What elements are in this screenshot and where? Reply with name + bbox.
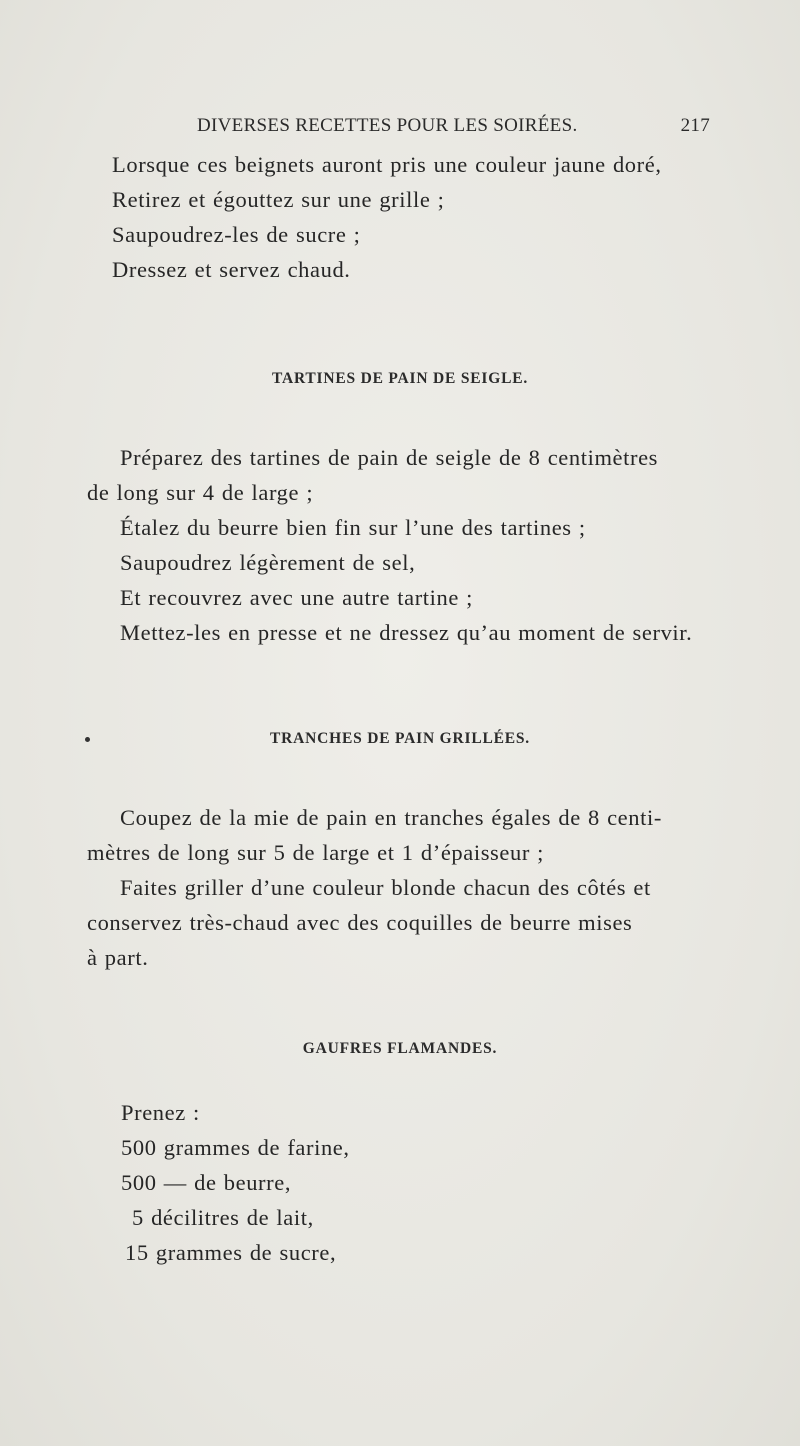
text-line: à part. [87,945,149,970]
text-line: Mettez-les en presse et ne dressez qu’au moment de servir. [120,620,693,645]
text-line: Saupoudrez légèrement de sel, [120,550,416,575]
text-line: conservez très-chaud avec des coquilles de beurre mises [87,910,633,935]
text-line: Préparez des tartines de pain de seigle de 8 centimètres [120,445,659,470]
section-heading: TRANCHES DE PAIN GRILLÉES. [270,730,530,747]
text-line: Retirez et égouttez sur une grille ; [112,187,445,212]
text-line: Faites griller d’une couleur blonde chacun des côtés et [120,875,651,900]
text-line: Saupoudrez-les de sucre ; [112,222,361,247]
section-heading: GAUFRES FLAMANDES. [302,1040,498,1057]
ingredient-line: 15 grammes de sucre, [125,1240,337,1265]
page-number: 217 [680,115,710,136]
ingredient-line: 5 décilitres de lait, [132,1205,314,1230]
ingredient-line: 500 — de beurre, [121,1170,292,1195]
ingredient-line: 500 grammes de farine, [121,1135,350,1160]
text-line: de long sur 4 de large ; [87,480,314,505]
text-line: Coupez de la mie de pain en tranches égales de 8 centi- [120,805,662,830]
running-head-title: DIVERSES RECETTES POUR LES SOIRÉES. [197,115,578,136]
text-line: Lorsque ces beignets auront pris une couleur jaune doré, [112,152,662,177]
text-line: Étalez du beurre bien fin sur l’une des tartines ; [120,515,586,540]
text-line: Et recouvrez avec une autre tartine ; [120,585,474,610]
text-line: Dressez et servez chaud. [112,257,351,282]
running-head [197,115,710,139]
text-line: mètres de long sur 5 de large et 1 d’épaisseur ; [87,840,545,865]
text-line: Prenez : [121,1100,200,1125]
section-heading: TARTINES DE PAIN DE SEIGLE. [271,370,529,387]
